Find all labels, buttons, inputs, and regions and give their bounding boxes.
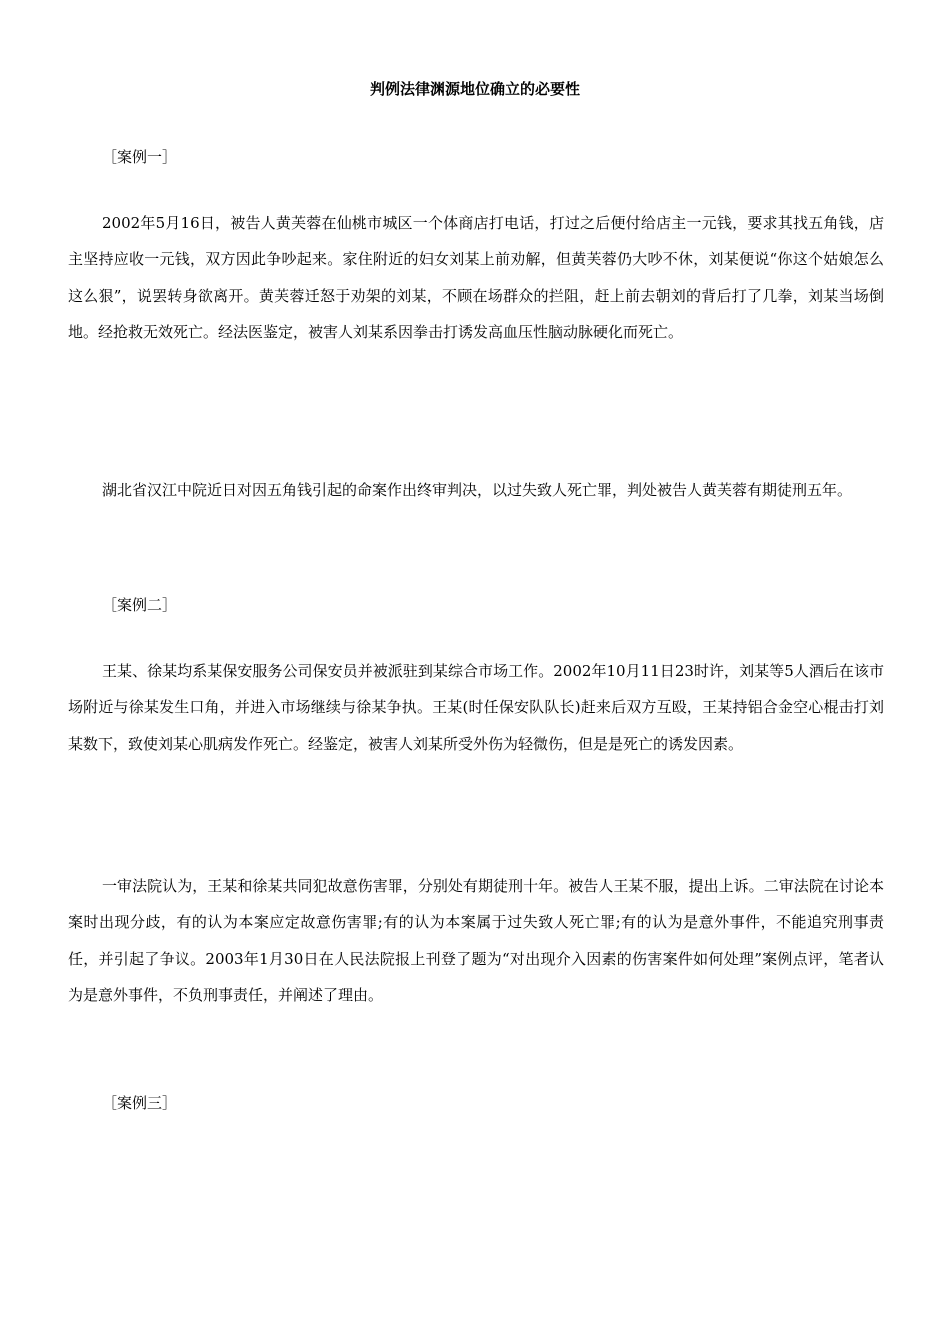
case-label-2: ［案例二］	[102, 596, 178, 614]
paragraph: 2002年5月16日，被告人黄芙蓉在仙桃市城区一个体商店打电话，打过之后便付给店主一元钱，要求其找五角钱，店主坚持应收一元钱，双方因此争吵起来。家住附近的妇女刘某上前劝解，但黄芙蓉仍大吵不休，刘某便说“你这个姑娘怎么这么狠”，说罢转身欲离开。黄芙蓉迁怒于劝架的刘某，不顾在场群众的拦阻，赶上前去朝刘的背后打了几拳，刘某当场倒地。经抢救无效死亡。经法医鉴定，被害人刘某系因拳击打诱发高血压性脑动脉硬化而死亡。	[68, 214, 884, 342]
case-label-3: ［案例三］	[102, 1094, 178, 1112]
paragraph: 一审法院认为，王某和徐某共同犯故意伤害罪，分别处有期徒刑十年。被告人王某不服，提出上诉。二审法院在讨论本案时出现分歧，有的认为本案应定故意伤害罪;有的认为本案属于过失致人死亡罪;有的认为是意外事件，不能追究刑事责任，并引起了争议。2003年1月30日在人民法院报上刊登了题为“对出现介入因素的伤害案件如何处理”案例点评，笔者认为是意外事件，不负刑事责任，并阐述了理由。	[68, 877, 884, 1005]
paragraph: 湖北省汉江中院近日对因五角钱引起的命案作出终审判决，以过失致人死亡罪，判处被告人黄芙蓉有期徒刑五年。	[102, 481, 853, 499]
paragraph: 王某、徐某均系某保安服务公司保安员并被派驻到某综合市场工作。2002年10月11日23时许，刘某等5人酒后在该市场附近与徐某发生口角，并进入市场继续与徐某争执。王某(时任保安队队长)赶来后双方互殴，王某持铝合金空心棍击打刘某数下，致使刘某心肌病发作死亡。经鉴定，被害人刘某所受外伤为轻微伤，但是是死亡的诱发因素。	[68, 662, 884, 753]
case-label-1: ［案例一］	[102, 148, 178, 166]
document-title: 判例法律渊源地位确立的必要性	[369, 80, 580, 98]
